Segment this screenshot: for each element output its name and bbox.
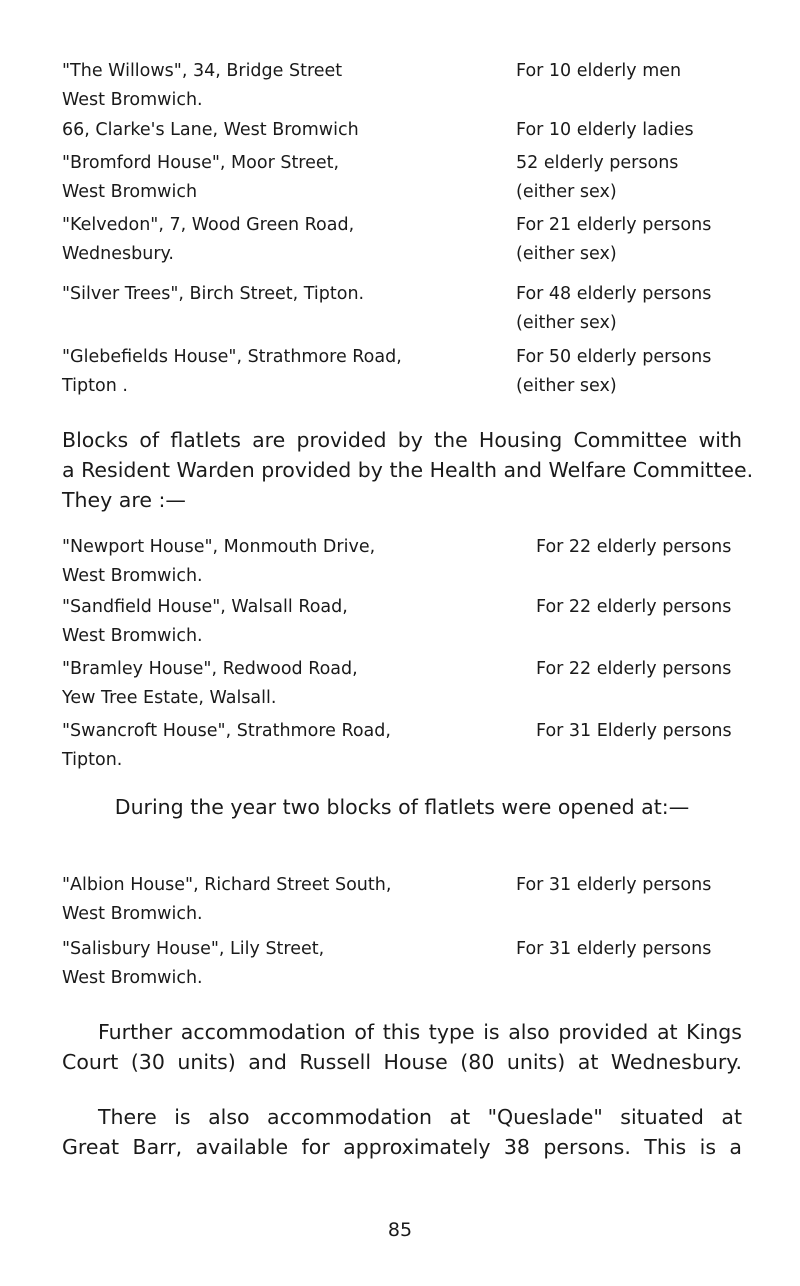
home-location: "Silver Trees", Birch Street, Tipton. [62, 284, 365, 304]
paragraph-line: Blocks of flatlets are provided by the Housing Committee with [62, 428, 742, 452]
further-paragraph [62, 1017, 742, 1077]
home-capacity: For 21 elderly persons (either sex) [516, 215, 712, 264]
home-capacity: 52 elderly persons (either sex) [516, 153, 679, 202]
paragraph-line: Great Barr, available for approximately 38 persons. This is a [62, 1135, 742, 1159]
paragraph-line: They are :— [62, 488, 186, 512]
paragraph-line: Further accommodation of this type is also provided at Kings [98, 1020, 742, 1044]
flatlet-capacity: For 22 elderly persons [536, 597, 732, 617]
flatlet-location: "Newport House", Monmouth Drive, West Bromwich. [62, 537, 376, 586]
flatlet-capacity: For 22 elderly persons [536, 659, 732, 679]
home-location: "The Willows", 34, Bridge Street West Bromwich. [62, 61, 343, 110]
flatlet-location: "Swancroft House", Strathmore Road, Tipton. [62, 721, 391, 770]
home-capacity: For 50 elderly persons (either sex) [516, 347, 712, 396]
home-location: 66, Clarke's Lane, West Bromwich [62, 120, 359, 140]
flatlet-capacity: For 31 Elderly persons [536, 721, 732, 741]
paragraph-line: a Resident Warden provided by the Health and Welfare Committee. [62, 458, 754, 482]
flatlet-capacity: For 22 elderly persons [536, 537, 732, 557]
home-capacity: For 10 elderly men [516, 61, 682, 81]
flatlet-location: "Bramley House", Redwood Road, Yew Tree Estate, Walsall. [62, 659, 358, 708]
page-number: 85 [387, 1219, 413, 1241]
home-location: "Glebefields House", Strathmore Road, Tipton . [62, 347, 402, 396]
home-location: "Bromford House", Moor Street, West Bromwich [62, 153, 340, 202]
paragraph-line: Court (30 units) and Russell House (80 units) at Wednesbury. [62, 1050, 742, 1074]
home-capacity: For 48 elderly persons (either sex) [516, 284, 712, 333]
queslade-paragraph [62, 1102, 742, 1162]
paragraph-line: There is also accommodation at "Queslade" situated at [98, 1105, 742, 1129]
intro-paragraph [62, 425, 754, 515]
home-capacity: For 10 elderly ladies [516, 120, 694, 140]
opened-heading: During the year two blocks of flatlets were opened at:— [114, 795, 690, 819]
flatlet-location: "Sandfield House", Walsall Road, West Bromwich. [62, 597, 348, 646]
flatlet-location: "Albion House", Richard Street South, West Bromwich. [62, 875, 392, 924]
flatlet-capacity: For 31 elderly persons [516, 939, 712, 959]
flatlet-capacity: For 31 elderly persons [516, 875, 712, 895]
home-location: "Kelvedon", 7, Wood Green Road, Wednesbury. [62, 215, 355, 264]
flatlet-location: "Salisbury House", Lily Street, West Bromwich. [62, 939, 325, 988]
